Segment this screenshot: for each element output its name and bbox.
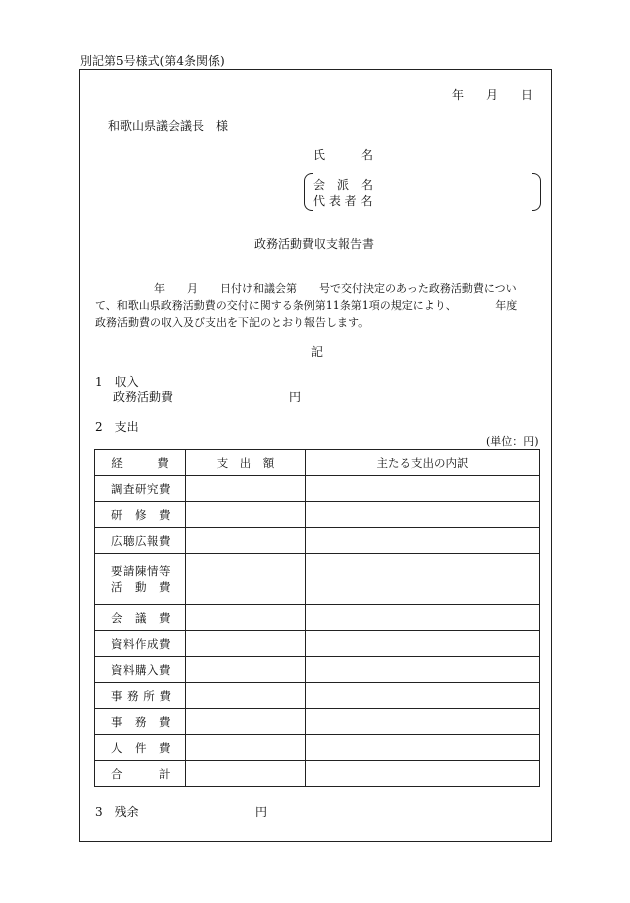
breakdown-cell[interactable] [306,528,540,554]
date-month: 月 [486,88,499,102]
table-row [95,735,540,761]
row-label: 資料作成費 [95,631,186,657]
name-label: 氏 名 [313,148,374,162]
amount-cell[interactable] [186,631,306,657]
breakdown-cell[interactable] [306,735,540,761]
breakdown-cell[interactable] [306,657,540,683]
amount-cell[interactable] [186,657,306,683]
document-title: 政務活動費収支報告書 [254,237,375,251]
col-header-category: 経 費 [95,450,186,476]
table-row [95,709,540,735]
amount-cell[interactable] [186,476,306,502]
row-label: 事 務 費 [95,709,186,735]
representative-label: 代 表 者 名 [313,194,373,208]
row-label: 資料購入費 [95,657,186,683]
table-row [95,554,540,605]
income-unit: 円 [289,390,302,404]
expense-table [94,449,540,787]
addressee: 和歌山県議会議長 様 [108,119,229,133]
table-row [95,605,540,631]
body-line-3: 政務活動費の収入及び支出を下記のとおり報告します。 [95,316,370,329]
table-header-row [95,450,540,476]
date-year: 年 [452,88,465,102]
amount-cell[interactable] [186,605,306,631]
amount-cell[interactable] [186,528,306,554]
table-row [95,631,540,657]
amount-cell[interactable] [186,683,306,709]
col-header-breakdown: 主たる支出の内訳 [306,450,540,476]
amount-cell[interactable] [186,761,306,787]
table-row [95,683,540,709]
row-label: 調査研究費 [95,476,186,502]
unit-note: (単位：円) [486,435,539,448]
amount-cell[interactable] [186,502,306,528]
row-label: 事 務 所 費 [95,683,186,709]
ki-heading: 記 [311,345,324,359]
balance-heading: 3 残余 [95,805,139,819]
row-label-multiline [95,554,186,605]
breakdown-cell[interactable] [306,476,540,502]
table-row [95,502,540,528]
row-label: 会 議 費 [95,605,186,631]
date-day: 日 [521,88,534,102]
bracket-right [532,173,541,211]
row-label: 研 修 費 [95,502,186,528]
table-row [95,476,540,502]
row-label-line2: 活 動 費 [111,580,171,594]
breakdown-cell[interactable] [306,502,540,528]
row-label-line1: 要請陳情等 [111,564,171,578]
breakdown-cell[interactable] [306,605,540,631]
breakdown-cell[interactable] [306,554,540,605]
breakdown-cell[interactable] [306,683,540,709]
expense-heading: 2 支出 [95,420,139,434]
breakdown-cell[interactable] [306,631,540,657]
form-label: 別記第5号様式(第4条関係) [80,54,225,68]
bracket-left [304,173,313,211]
amount-cell[interactable] [186,709,306,735]
row-label-total: 合 計 [95,761,186,787]
table-row [95,657,540,683]
col-header-amount: 支 出 額 [186,450,306,476]
breakdown-cell[interactable] [306,709,540,735]
breakdown-cell[interactable] [306,761,540,787]
balance-unit: 円 [255,805,268,819]
body-line-2: て、和歌山県政務活動費の交付に関する条例第11条第1項の規定により、 年度 [95,299,518,312]
row-label: 広聴広報費 [95,528,186,554]
row-label: 人 件 費 [95,735,186,761]
income-item: 政務活動費 [113,390,174,404]
amount-cell[interactable] [186,554,306,605]
faction-label: 会 派 名 [313,178,374,192]
table-row-total [95,761,540,787]
amount-cell[interactable] [186,735,306,761]
body-line-1: 年 月 日付け和議会第 号で交付決定のあった政務活動費につい [154,282,517,295]
income-heading: 1 収入 [95,375,139,389]
table-row [95,528,540,554]
